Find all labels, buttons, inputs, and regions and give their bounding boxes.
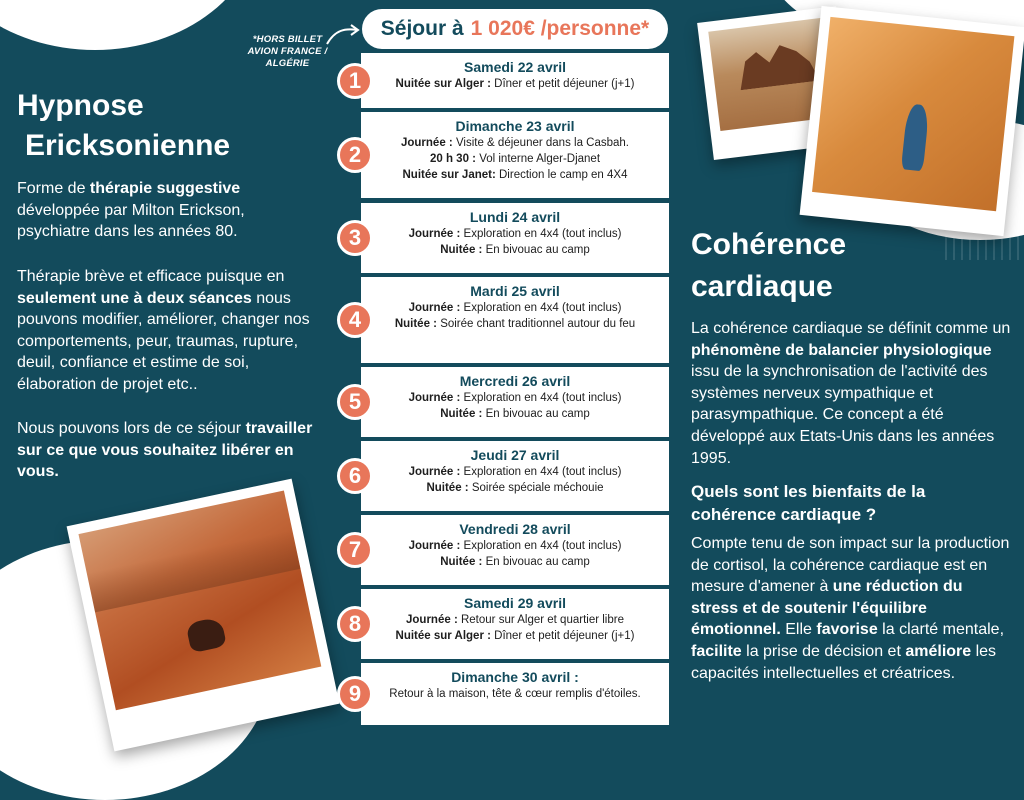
bold-text: seulement une à deux séances — [17, 289, 252, 307]
day-date: Samedi 22 avril — [464, 59, 566, 75]
day-card — [361, 515, 669, 585]
text: Dîner et petit déjeuner (j+1) — [494, 630, 635, 642]
bold-text: Journée : — [408, 466, 464, 478]
day-detail — [361, 226, 669, 242]
bold-text: thérapie suggestive — [89, 180, 241, 197]
text: Retour sur Alger et quartier libre — [460, 614, 624, 626]
text: En bivouac au camp — [485, 556, 590, 568]
bold-text: une réduction du stress et de soutenir l'équilibre émotionnel. — [691, 578, 963, 639]
day-number-badge: 3 — [337, 220, 373, 256]
day-detail — [361, 554, 669, 570]
text: la clarté mentale, — [877, 621, 1005, 639]
bold-text: Nuitée : — [394, 318, 441, 330]
text: Soirée spéciale méchouie — [471, 482, 604, 494]
day-card — [361, 663, 669, 725]
text: Exploration en 4x4 (tout inclus) — [463, 466, 622, 478]
bold-text: phénomène de balancier physiologique — [691, 341, 992, 359]
day-detail — [361, 151, 669, 167]
title-line: Ericksonienne — [25, 129, 231, 162]
text: La cohérence cardiaque se définit comme un — [691, 320, 1011, 337]
day-card — [361, 203, 669, 273]
hypnosis-paragraph — [17, 178, 322, 243]
text: Dîner et petit déjeuner (j+1) — [494, 78, 635, 90]
text: Forme de — [17, 180, 90, 197]
text: Vol interne Alger-Djanet — [479, 153, 601, 165]
text: les capacités intellectuelles et créatrices. — [691, 642, 997, 682]
benefits-question: Quels sont les bienfaits de la cohérence cardiaque ? — [691, 482, 926, 524]
day-date: Samedi 29 avril — [464, 595, 566, 611]
bold-text: Nuitée sur Alger : — [395, 630, 495, 642]
day-date: Jeudi 27 avril — [470, 447, 560, 463]
hypnosis-paragraph — [17, 266, 322, 396]
bold-text: Journée : — [408, 392, 464, 404]
day-date: Vendredi 28 avril — [459, 521, 571, 537]
day-number-badge: 1 — [337, 63, 373, 99]
day-card — [361, 112, 669, 198]
text: Soirée chant traditionnel autour du feu — [440, 318, 636, 330]
text: Exploration en 4x4 (tout inclus) — [463, 302, 622, 314]
title-line: cardiaque — [691, 270, 833, 303]
day-detail — [361, 76, 669, 92]
day-detail — [361, 628, 669, 644]
bold-text: Journée : — [408, 228, 464, 240]
day-date: Dimanche 23 avril — [455, 118, 575, 134]
hypnosis-paragraph — [17, 418, 322, 483]
text: En bivouac au camp — [485, 244, 590, 256]
desert-walker-photo — [800, 6, 1024, 236]
day-number-badge: 9 — [337, 676, 373, 712]
title-line: Hypnose — [17, 89, 144, 122]
text: Direction le camp en 4X4 — [499, 169, 628, 181]
bold-text: facilite — [691, 642, 742, 660]
bold-text: Nuitée : — [426, 482, 472, 494]
day-card — [361, 53, 669, 108]
text: Exploration en 4x4 (tout inclus) — [463, 540, 622, 552]
ticket-note: *HORS BILLET AVION FRANCE / ALGÉRIE — [247, 34, 328, 69]
day-card — [361, 589, 669, 659]
price-value: 1 020€ /personne* — [470, 17, 650, 40]
hypnosis-title — [17, 86, 230, 166]
day-card — [361, 367, 669, 437]
day-detail — [361, 135, 669, 151]
day-detail — [361, 480, 669, 496]
day-date: Lundi 24 avril — [469, 209, 561, 225]
day-detail — [361, 167, 669, 183]
day-number-badge: 8 — [337, 606, 373, 642]
day-number-badge: 2 — [337, 137, 373, 173]
day-number-badge: 7 — [337, 532, 373, 568]
day-date: Dimanche 30 avril : — [451, 669, 579, 685]
text: Retour à la maison, tête & cœur remplis d'étoiles. — [389, 688, 641, 700]
bold-text: Nuitée sur Alger : — [395, 78, 495, 90]
day-detail — [361, 242, 669, 258]
day-date: Mardi 25 avril — [470, 283, 560, 299]
bold-text: 20 h 30 : — [429, 153, 480, 165]
day-number-badge: 4 — [337, 302, 373, 338]
text: la prise de décision et — [741, 642, 906, 660]
bold-text: Nuitée : — [440, 244, 486, 256]
text: Visite & déjeuner dans la Casbah. — [455, 137, 629, 149]
text: Exploration en 4x4 (tout inclus) — [463, 228, 622, 240]
bold-text: Nuitée : — [440, 556, 486, 568]
day-detail — [361, 612, 669, 628]
bold-text: Journée : — [408, 302, 464, 314]
text: Nous pouvons lors de ce séjour — [17, 420, 246, 437]
day-card — [361, 277, 669, 363]
day-detail — [361, 464, 669, 480]
day-detail — [361, 538, 669, 554]
decor-blob — [0, 0, 260, 50]
coherence-title — [691, 224, 991, 308]
bold-text: Journée : — [400, 137, 456, 149]
bold-text: améliore — [905, 642, 972, 660]
bold-text: Journée : — [406, 614, 461, 626]
desert-rock-photo — [67, 479, 340, 752]
bold-text: favorise — [816, 621, 878, 639]
text: Thérapie brève et efficace puisque en — [17, 268, 285, 285]
bold-text: Nuitée : — [440, 408, 486, 420]
day-detail — [361, 300, 669, 316]
day-detail — [361, 406, 669, 422]
coherence-paragraph — [691, 318, 1011, 469]
title-line: Cohérence — [691, 228, 847, 261]
day-detail — [361, 390, 669, 406]
text: Elle — [780, 621, 817, 639]
text: développée par Milton Erickson, psychiatre dans les années 80. — [17, 201, 245, 241]
day-card — [361, 441, 669, 511]
day-detail — [361, 686, 669, 702]
benefits-paragraph — [691, 533, 1011, 684]
text: Exploration en 4x4 (tout inclus) — [463, 392, 622, 404]
price-prefix: Séjour à — [380, 17, 464, 40]
day-number-badge: 6 — [337, 458, 373, 494]
text: nous pouvons modifier, améliorer, changer nos comportements, peur, traumas, rupture, deuil, confiance et estime de soi, élaboration de projet etc.. — [17, 289, 310, 393]
day-date: Mercredi 26 avril — [459, 373, 571, 389]
bold-text: Nuitée sur Janet: — [402, 169, 499, 181]
day-number-badge: 5 — [337, 384, 373, 420]
bold-text: travailler sur ce que vous souhaitez libérer en vous. — [17, 420, 313, 481]
price-banner — [362, 9, 668, 49]
text: issu de la synchronisation de l'activité des systèmes nerveux sympathique et parasympathique. Ce concept a été développé aux Etats-Unis dans les années 1995. — [691, 363, 995, 467]
text: En bivouac au camp — [485, 408, 590, 420]
bold-text: Journée : — [408, 540, 464, 552]
arrow-icon — [325, 22, 361, 48]
day-detail — [361, 316, 669, 332]
text: Compte tenu de son impact sur la production de cortisol, la cohérence cardiaque est en mesure d'amener à — [691, 535, 1010, 596]
